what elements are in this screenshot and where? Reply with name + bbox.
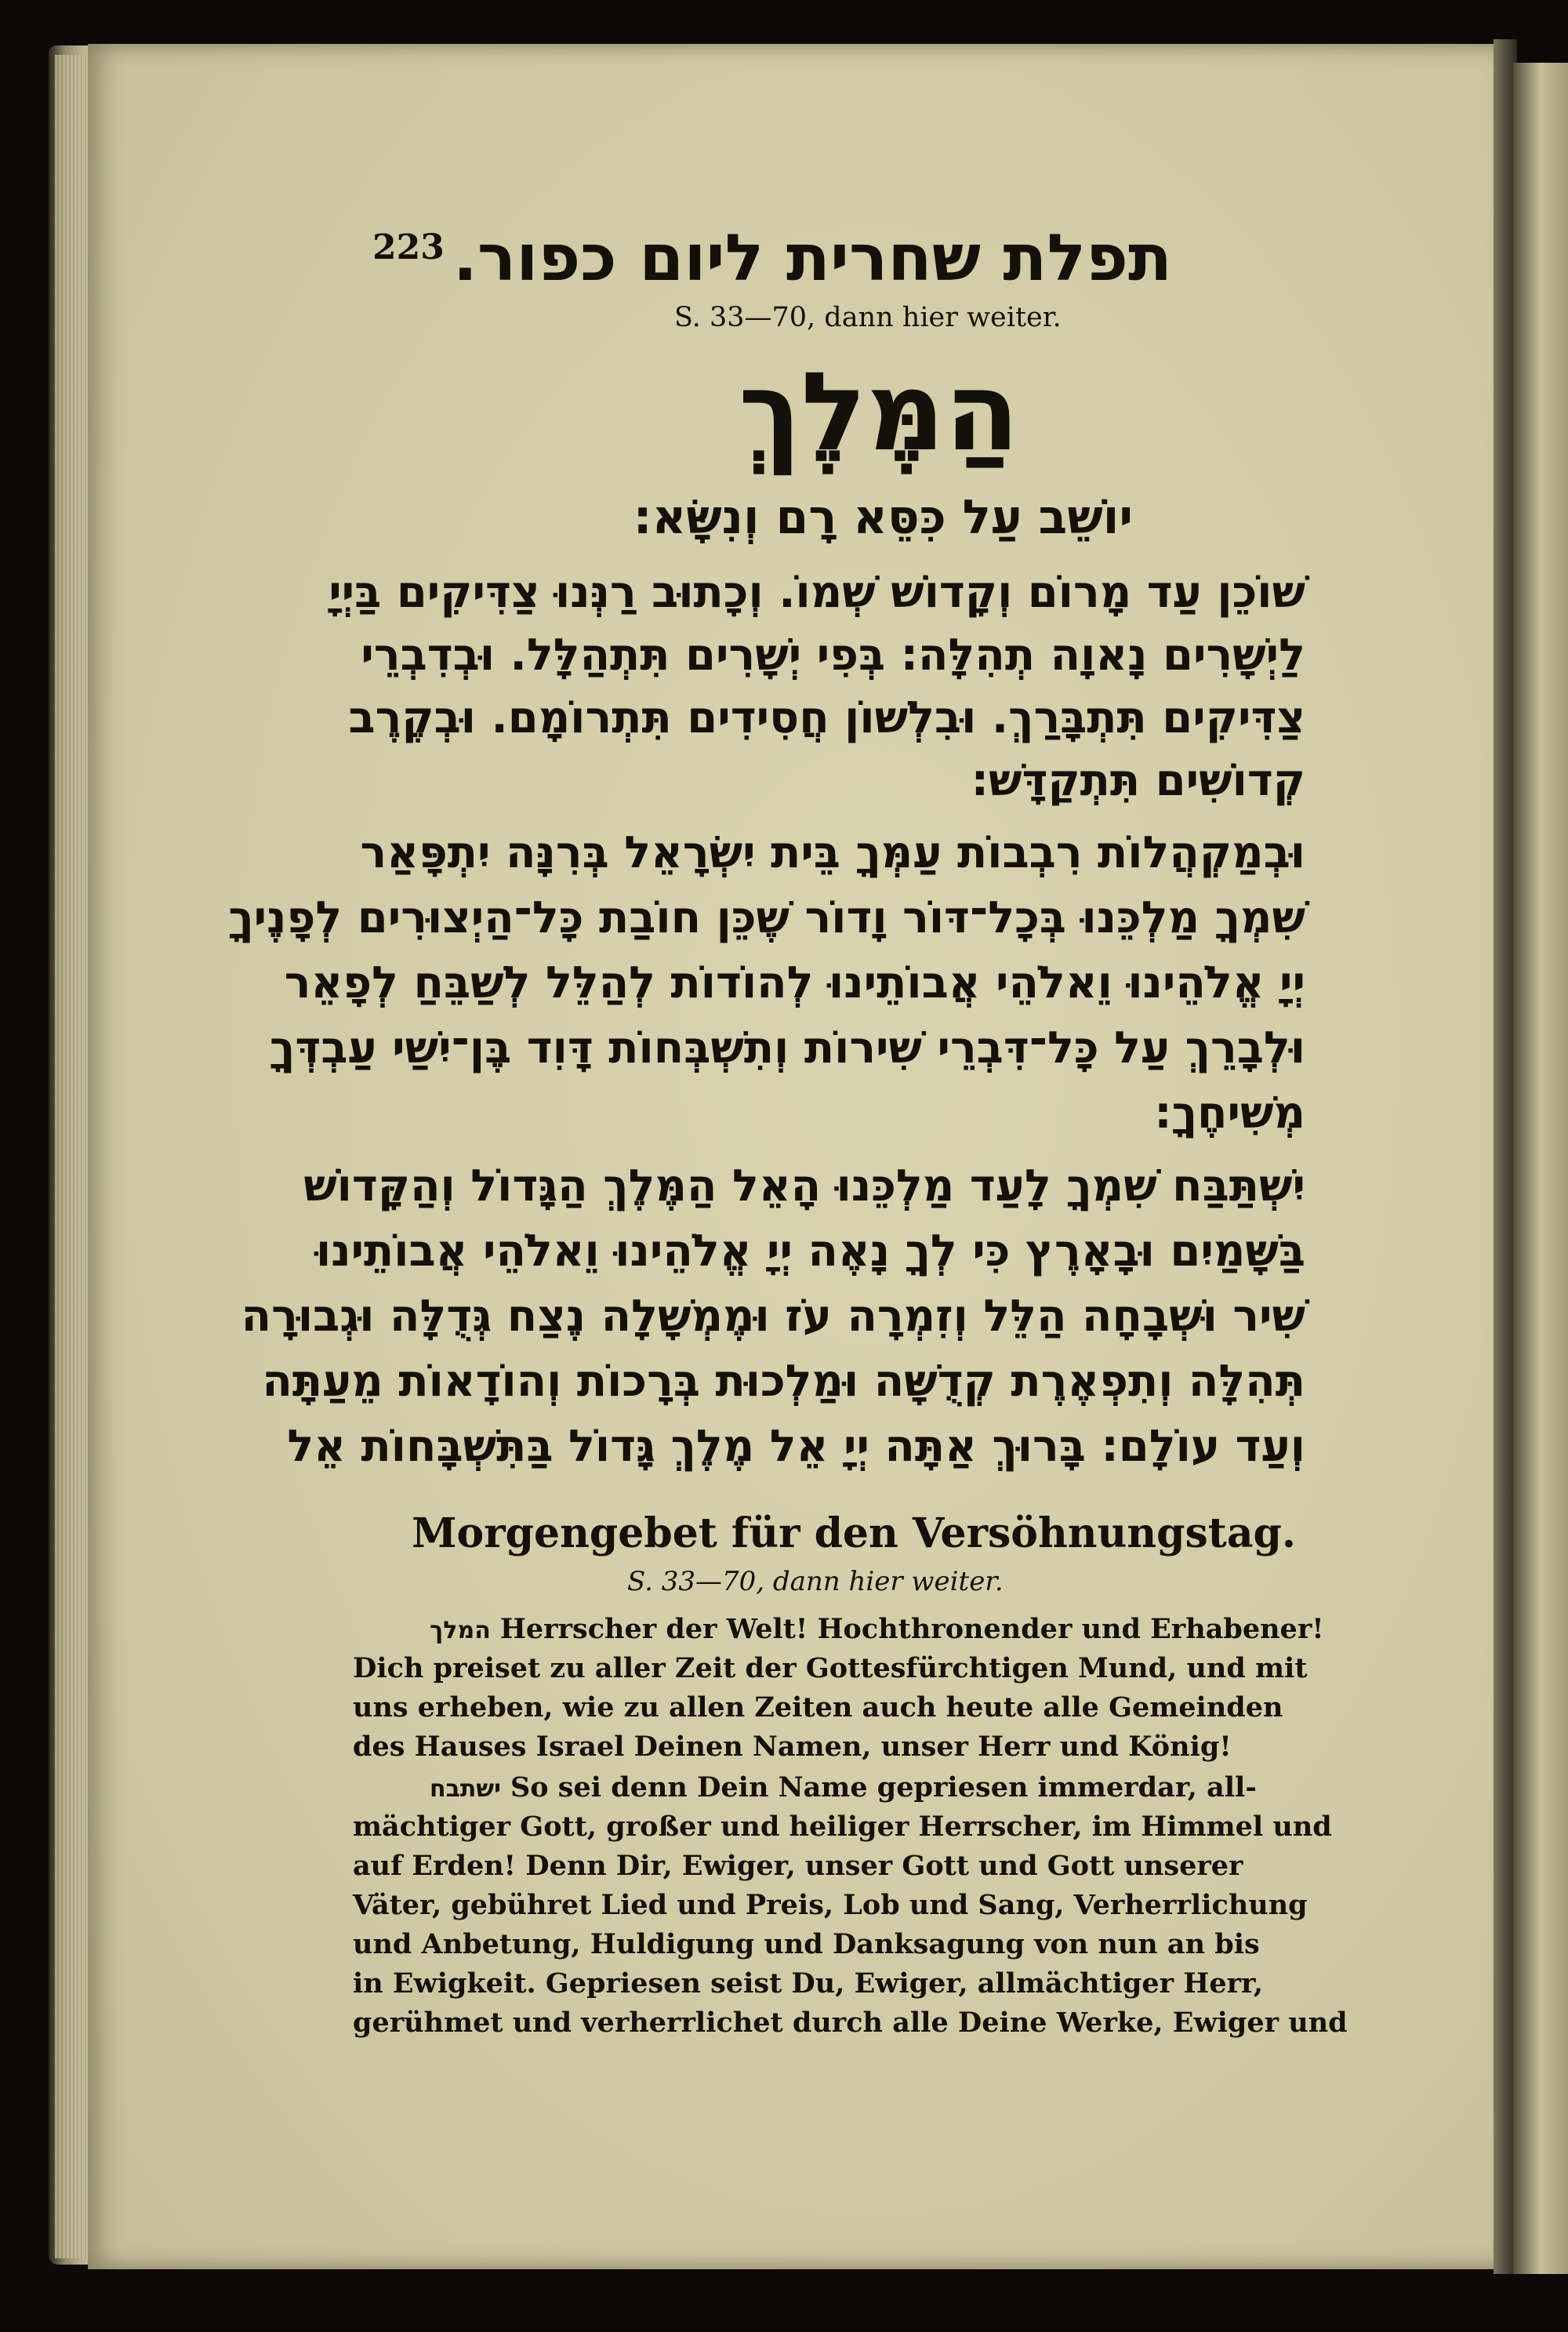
german-line [353, 1928, 1260, 1960]
german-line [353, 1691, 1283, 1724]
german-line [353, 2007, 1348, 2039]
hebrew-lead-word: ישתבח [430, 1775, 501, 1803]
german-line-text: Herrscher der Welt! Hochthronender und Erhabener! [499, 1613, 1324, 1645]
german-line [353, 1811, 1332, 1843]
hebrew-line: מְשִׁיחֶךָ: [1154, 1088, 1305, 1139]
hebrew-line: וּלְבָרֵךְ עַל כָּל־דִּבְרֵי שִׁירוֹת וְתִשְׁבְּחוֹת דָּוִד בֶּן־יִשַׁי עַבְדְּךָ [270, 1023, 1305, 1073]
german-line [353, 1852, 1243, 1880]
hebrew-line: צַדִּיקִים תִּתְבָּרַךְ. וּבִלְשׁוֹן חֲסִידִים תִּתְרוֹמָם. וּבְקֶרֶב [348, 692, 1305, 743]
hebrew-line: קְדוֹשִׁים תִּתְקַדָּשׁ: [971, 755, 1305, 806]
german-line-text: mächtiger Gott, großer und heiliger Herrscher, im Himmel und [353, 1811, 1332, 1843]
hebrew-line: שִׁמְךָ מַלְכֵּנוּ בְּכָל־דּוֹר וָדוֹר שֶׁכֵּן חוֹבַת כָּל־הַיְצוּרִים לְפָנֶיךָ [228, 892, 1305, 943]
german-line-text: Dich preiset zu aller Zeit der Gottesfürchtigen Mund, und mit [353, 1652, 1308, 1684]
german-page-reference: S. 33—70, dann hier weiter. [627, 1566, 1004, 1597]
german-line [353, 1652, 1308, 1684]
hebrew-line: יְיָ אֱלֹהֵינוּ וֵאלֹהֵי אֲבוֹתֵינוּ לְהוֹדוֹת לְהַלֵּל לְשַׁבֵּחַ לְפָאֵר [284, 957, 1305, 1008]
german-line-text: uns erheben, wie zu allen Zeiten auch heute alle Gemeinden [353, 1691, 1283, 1724]
hebrew-line: לַיְשָׁרִים נָאוָה תְהִלָּה: בְּפִי יְשָׁרִים תִּתְהַלָּל. וּבְדִבְרֵי [361, 630, 1305, 681]
page-number: 223 [372, 227, 445, 267]
german-line-text: So sei denn Dein Name gepriesen immerdar, all- [510, 1771, 1257, 1803]
german-line [353, 1891, 1308, 1919]
german-line-text: des Hauses Israel Deinen Namen, unser Herr und König! [353, 1731, 1232, 1763]
german-line [353, 1967, 1264, 2000]
hebrew-lead-word: המלך [430, 1617, 491, 1644]
german-line-text: gerühmet und verherrlichet durch alle Deine Werke, Ewiger und [353, 2007, 1348, 2039]
hebrew-line: וְעַד עוֹלָם: בָּרוּךְ אַתָּה יְיָ אֵל מֶלֶךְ גָּדוֹל בַּתִּשְׁבָּחוֹת אֵל [287, 1421, 1305, 1472]
section-title-hebrew: הַמֶּלֶךְ [739, 349, 1019, 475]
header-page-reference: S. 33—70, dann hier weiter. [674, 302, 1062, 333]
hebrew-line: שׁוֹכֵן עַד מָרוֹם וְקָדוֹשׁ שְׁמוֹ. וְכָתוּב רַנְּנוּ צַדִּיקִים בַּיְיָ [328, 567, 1305, 618]
german-heading: Morgengebet für den Versöhnungstag. [412, 1509, 1296, 1557]
hebrew-line: שִׁיר וּשְׁבָחָה הַלֵּל וְזִמְרָה עֹז וּמֶמְשָׁלָה נֶצַח גְּדֻלָּה וּגְבוּרָה [241, 1291, 1305, 1342]
german-line [353, 1731, 1232, 1763]
german-line-text: in Ewigkeit. Gepriesen seist Du, Ewiger, allmächtiger Herr, [353, 1967, 1264, 2000]
hebrew-line: תְּהִלָּה וְתִפְאֶרֶת קְדֻשָּׁה וּמַלְכוּת בְּרָכוֹת וְהוֹדָאוֹת מֵעַתָּה [262, 1356, 1305, 1407]
german-line-text: und Anbetung, Huldigung und Danksagung von nun an bis [353, 1928, 1260, 1960]
hebrew-line: וּבְמַקְהֲלוֹת רִבְבוֹת עַמְּךָ בֵּית יִשְׂרָאֵל בְּרִנָּה יִתְפָּאַר [360, 827, 1305, 878]
german-line [430, 1615, 1324, 1643]
hebrew-line: בַּשָּׁמַיִם וּבָאָרֶץ כִּי לְךָ נָאֶה יְיָ אֱלֹהֵינוּ וֵאלֹהֵי אֲבוֹתֵינוּ [315, 1226, 1305, 1277]
german-line [430, 1771, 1257, 1803]
hebrew-line: יִשְׁתַּבַּח שִׁמְךָ לָעַד מַלְכֵּנוּ הָאֵל הַמֶּלֶךְ הַגָּדוֹל וְהַקָּדוֹשׁ [303, 1161, 1305, 1211]
section-subtitle-hebrew: יוֹשֵׁב עַל כִּסֵּא רָם וְנִשָּׂא: [633, 490, 1133, 545]
german-line-text: Väter, gebühret Lied und Preis, Lob und Sang, Verherrlichung [353, 1889, 1308, 1921]
german-line-text: auf Erden! Denn Dir, Ewiger, unser Gott und Gott unserer [353, 1850, 1243, 1882]
running-header-hebrew: תפלת שחרית ליום כפור. [452, 221, 1172, 296]
